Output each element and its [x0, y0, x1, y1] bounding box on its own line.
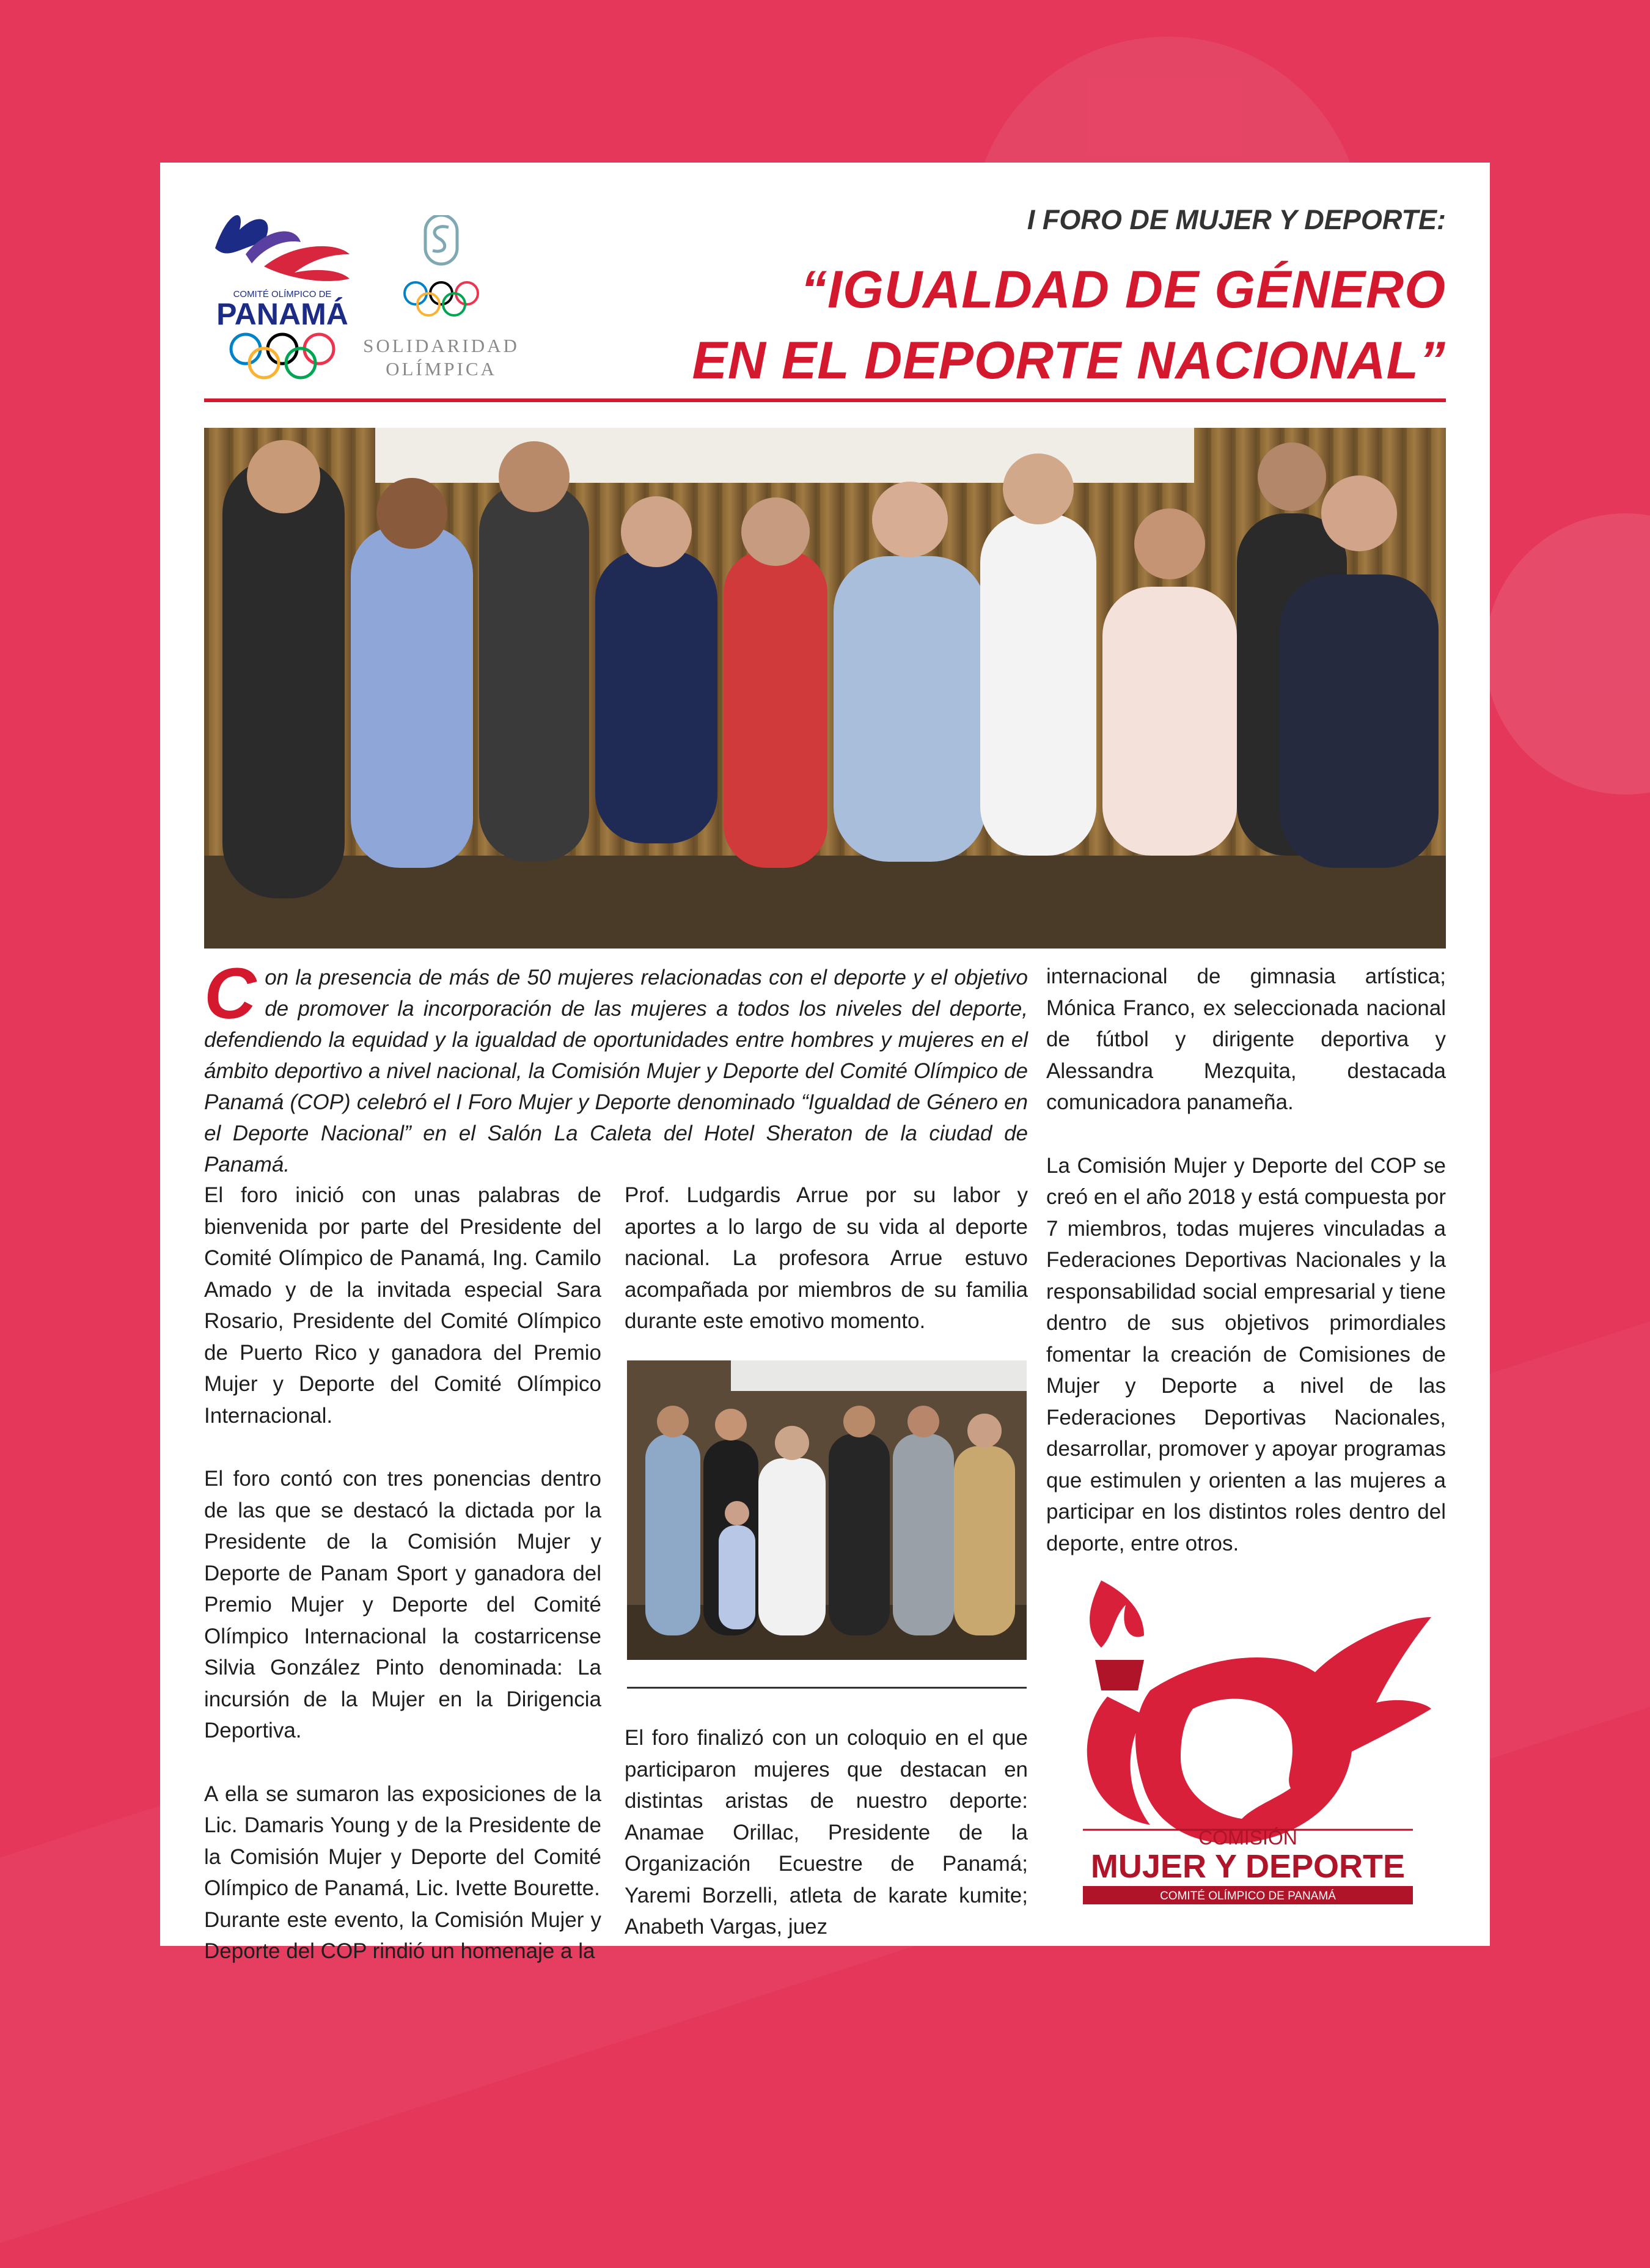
- article-headline: [468, 254, 1446, 396]
- paragraph: Prof. Ludgardis Arrue por su labor y aportes a lo largo de su vida al deporte nacional. La profesora Arrue estuvo acompañada por miembros de su familia durante este emotivo momento.: [625, 1183, 1028, 1333]
- article-column-1: [204, 1180, 601, 1967]
- logo-comision-line2: MUJER Y DEPORTE: [1090, 1848, 1406, 1885]
- olympic-rings-icon: [231, 334, 334, 378]
- background-circle: [1485, 513, 1650, 795]
- paragraph: El foro inició con unas palabras de bienvenida por parte del Presidente del Comité Olímpico de Panamá, Ing. Camilo Amado y de la invitada especial Sara Rosario, Presidente del Comité Olímpico de Puerto Rico y ganadora del Premio Mujer y Deporte del Comité Olímpico Internacional.: [204, 1183, 601, 1428]
- solidaridad-line1: SOLIDARIDAD: [363, 335, 519, 356]
- drop-cap: C: [204, 953, 257, 1034]
- group-photo: [204, 428, 1446, 949]
- solidaridad-line2: OLÍMPICA: [386, 358, 497, 380]
- lead-text: on la presencia de más de 50 mujeres relacionadas con el deporte y el objetivo de promover la incorporación de las mujeres a todos los niveles del deporte, defendiendo la equidad y la igualdad de oportunidades entre hombres y mujeres en el ámbito deportivo a nivel nacional, la Comisión Mujer y Deporte del Comité Olímpico de Panamá (COP) celebró el I Foro Mujer y Deporte denominado “Igualdad de Género en el Deporte Nacional” en el Salón La Caleta del Hotel Sheraton de la ciudad de Panamá.: [204, 966, 1028, 1176]
- olympic-rings-icon: [405, 282, 478, 315]
- cop-logo-name: PANAMÁ: [216, 297, 348, 331]
- header-divider: [204, 398, 1446, 402]
- paragraph: Durante este evento, la Comisión Mujer y Deporte del COP rindió un homenaje a la: [204, 1907, 601, 1963]
- paragraph: internacional de gimnasia artística; Mónica Franco, ex seleccionada nacional de fútbol y dirigente deportiva y Alessandra Mezquita, destacada comunicadora panameña.: [1046, 964, 1446, 1114]
- homage-photo: [627, 1360, 1027, 1660]
- paragraph: La Comisión Mujer y Deporte del COP se creó en el año 2018 y está compuesta por 7 miembros, todas mujeres vinculadas a Federaciones Deportivas Nacionales y la responsabilidad social empresarial y tiene dentro de sus objetivos primordiales fomentar la creación de Comisiones de Mujer y Deporte a nivel de las Federaciones Deportivas Nacionales, desarrollar, promover y apoyar programas que estimulen y orienten a las mujeres a participar en los distintos roles dentro del deporte, entre otros.: [1046, 1153, 1446, 1555]
- article-column-3: [1046, 961, 1446, 1559]
- torch-flame-icon: [1090, 1580, 1144, 1648]
- paragraph: El foro finalizó con un coloquio en el que participaron mujeres que destacan en distintas aristas de nuestro deporte: Anamae Orillac, Presidente de la Organización Ecuestre de Panamá; Yaremi Borzelli, atleta de karate kumite; Anabeth Vargas, juez: [625, 1726, 1028, 1939]
- logo-comision-line1: COMISIÓN: [1198, 1827, 1297, 1849]
- article-column-2-top: [625, 1180, 1028, 1337]
- torch-icon: [1095, 1660, 1144, 1690]
- headline-line1: “IGUALDAD DE GÉNERO: [801, 260, 1446, 319]
- article-kicker: I FORO DE MUJER Y DEPORTE:: [1027, 204, 1446, 235]
- logo-comision-line3: COMITÉ OLÍMPICO DE PANAMÁ: [1160, 1890, 1336, 1903]
- article-column-2-bottom: [625, 1722, 1028, 1943]
- article-lead: [204, 953, 1028, 1180]
- column-divider: [627, 1687, 1027, 1689]
- article-page: [160, 163, 1490, 1963]
- headline-line2: EN EL DEPORTE NACIONAL”: [692, 331, 1446, 390]
- cop-logo-small-text: COMITÉ OLÍMPICO DE: [233, 289, 332, 299]
- paragraph: El foro contó con tres ponencias dentro de las que se destacó la dictada por la Presidente de la Comisión Mujer y Deporte de Panam Sport y ganadora del Premio Mujer y Deporte del Comité Olímpico Internacional la costarricense Silvia González Pinto denominada: La incursión de la Mujer en la Dirigencia Deportiva.: [204, 1467, 601, 1742]
- comision-mujer-y-deporte-logo: [1058, 1556, 1437, 1910]
- paragraph: A ella se sumaron las exposiciones de la Lic. Damaris Young y de la Presidente de la Comisión Mujer y Deporte del Comité Olímpico de Panamá, Lic. Ivette Bourette.: [204, 1782, 601, 1900]
- cop-logo: [203, 205, 362, 389]
- logo-swoosh-red: [264, 246, 350, 281]
